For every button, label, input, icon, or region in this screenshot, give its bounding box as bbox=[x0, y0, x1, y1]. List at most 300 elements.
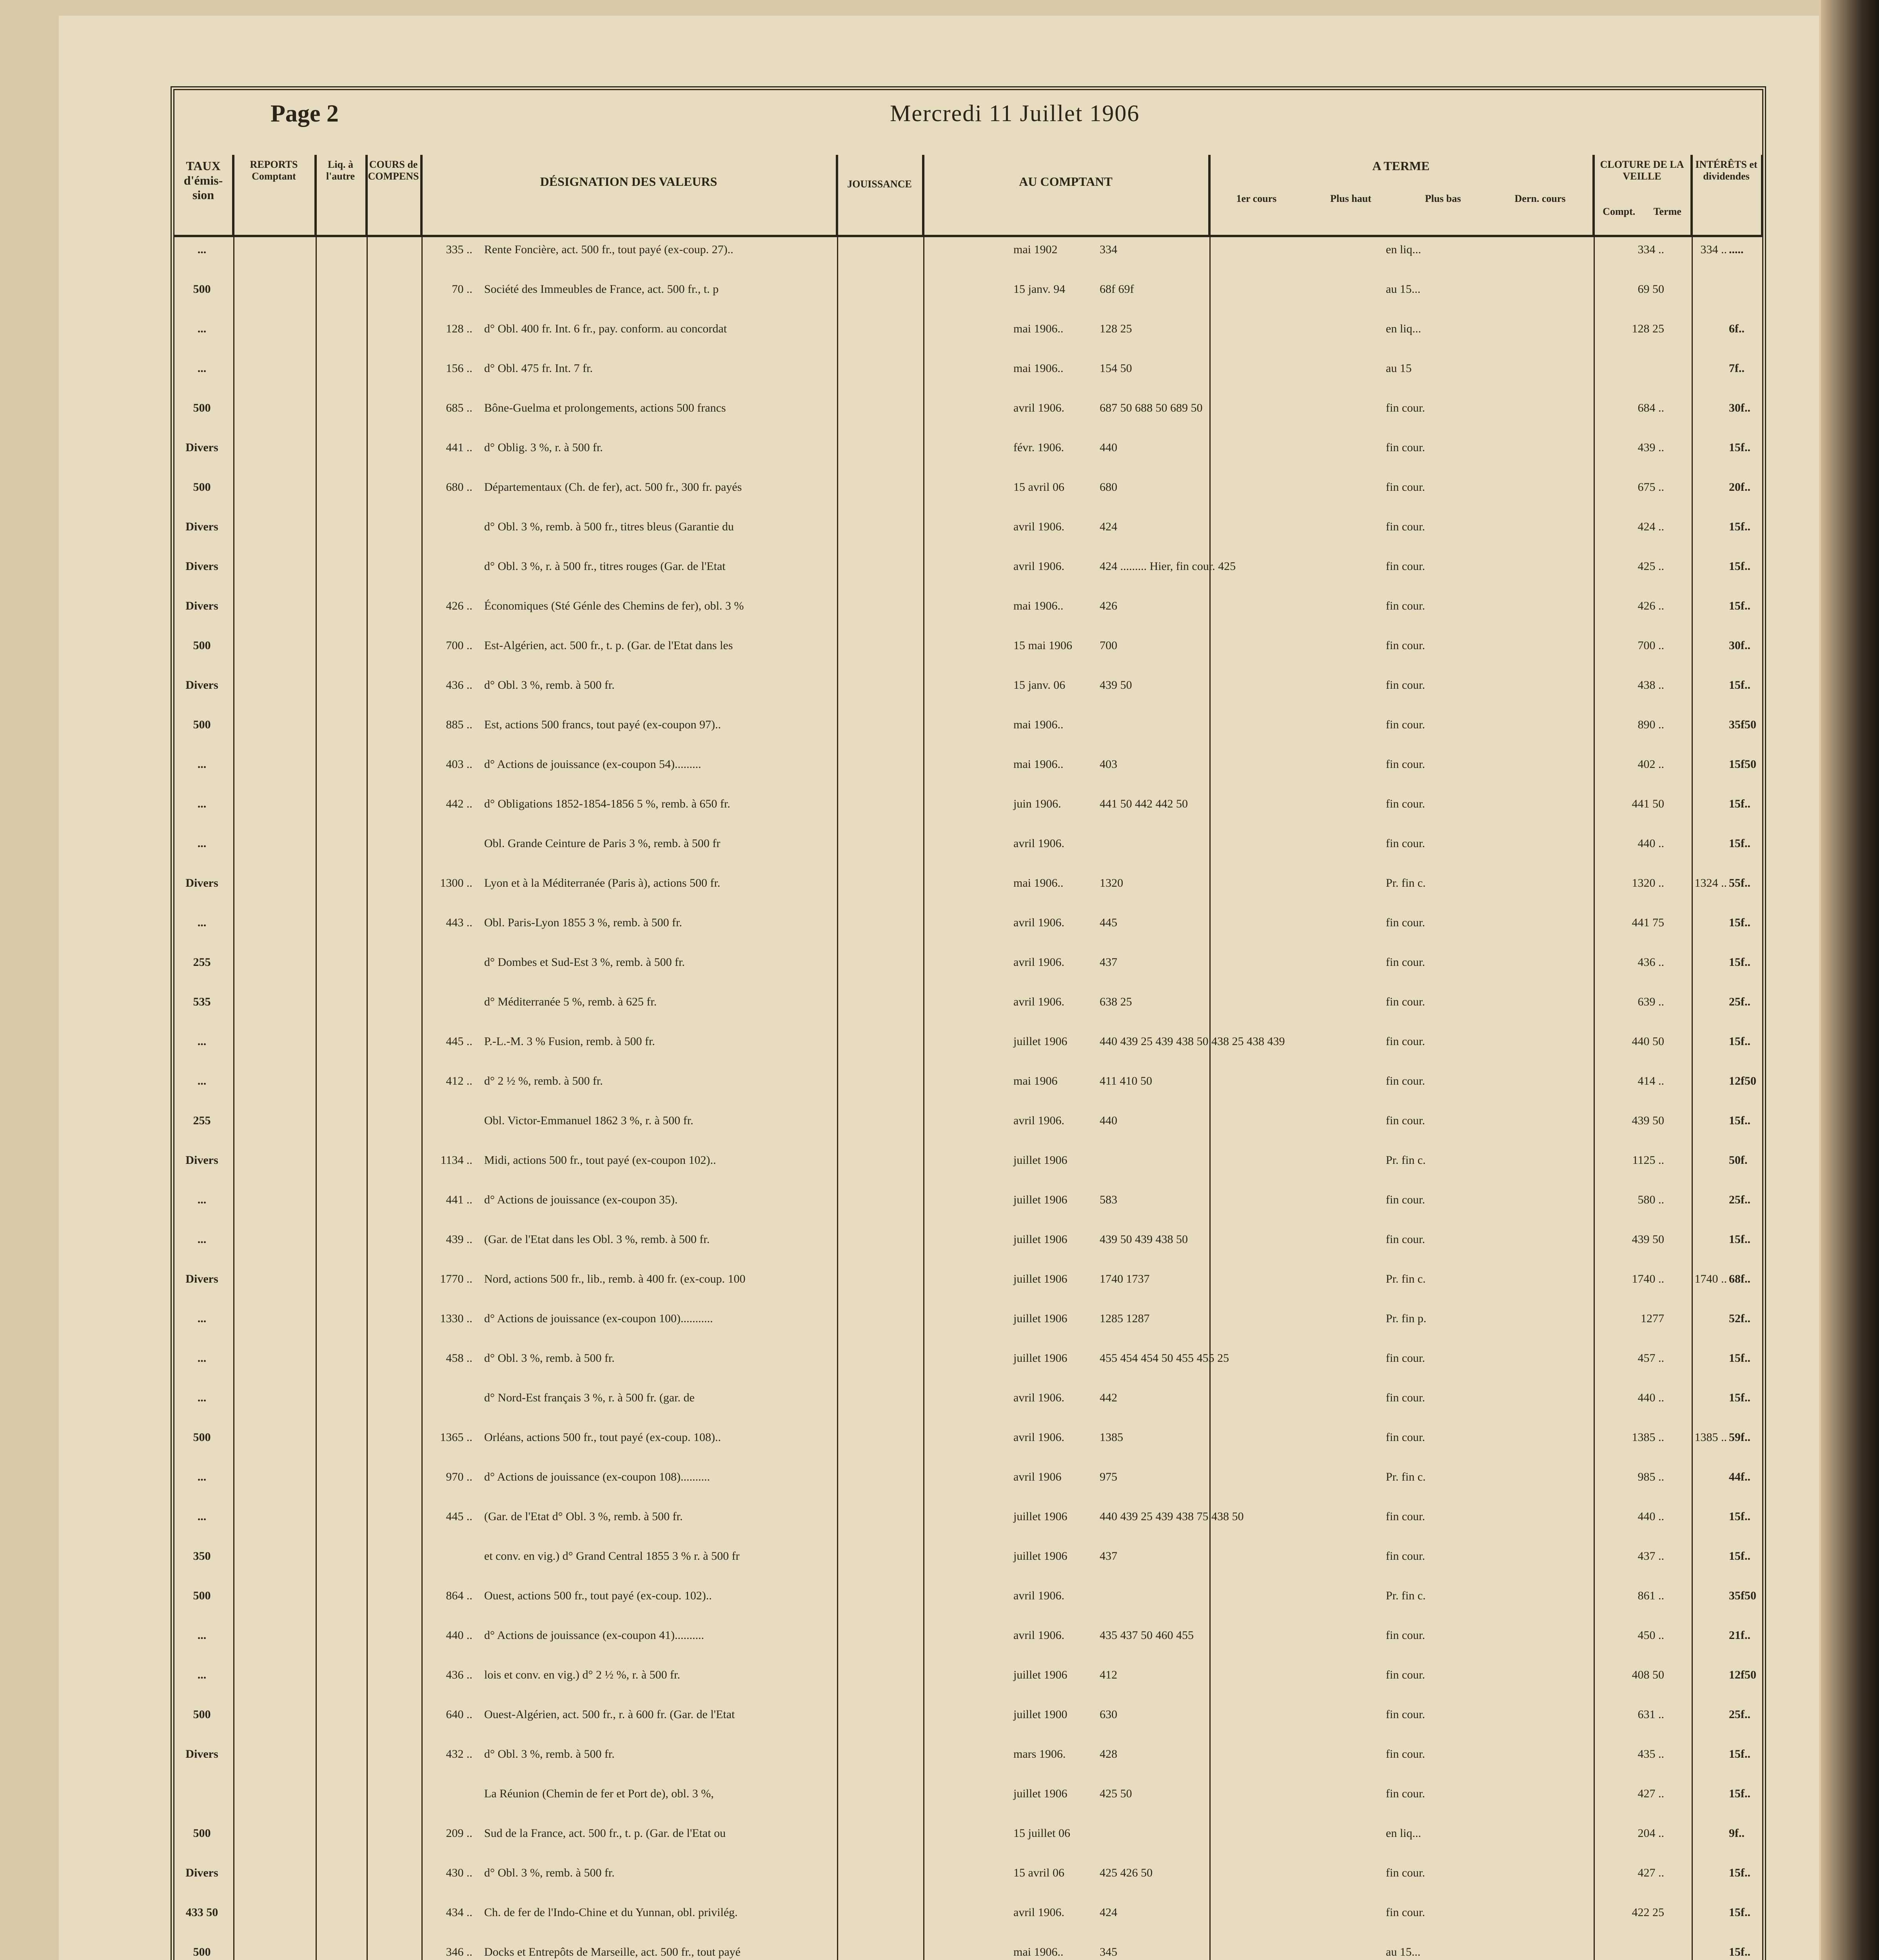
cash-price-cell: 1320 bbox=[1100, 877, 1123, 889]
close-cash-cell: 69 50 bbox=[1638, 283, 1664, 296]
security-name-cell: Docks et Entrepôts de Marseille, act. 500 fr., tout payé bbox=[484, 1945, 741, 1958]
dividend-cell: 15f.. bbox=[1729, 1550, 1750, 1563]
security-name-cell: Obl. Victor-Emmanuel 1862 3 %, r. à 500 fr. bbox=[484, 1114, 694, 1127]
compensation-cell: 156 .. bbox=[446, 362, 472, 375]
cash-price-cell: 440 439 25 439 438 50 438 25 438 439 bbox=[1100, 1035, 1285, 1048]
close-cash-cell: 684 .. bbox=[1638, 401, 1664, 414]
rate-cell: ... bbox=[197, 1312, 207, 1325]
close-cash-cell: 441 50 bbox=[1632, 797, 1664, 810]
compensation-cell: 700 .. bbox=[446, 639, 472, 652]
term-cell: fin cour. bbox=[1386, 481, 1425, 494]
close-term-cell: 1324 .. bbox=[1694, 877, 1727, 889]
dividend-cell: 44f.. bbox=[1729, 1470, 1750, 1483]
rate-cell: ... bbox=[197, 1668, 207, 1681]
cash-price-cell: 1285 1287 bbox=[1100, 1312, 1150, 1325]
compensation-cell: 1770 .. bbox=[440, 1272, 472, 1285]
col-liq: Liq. à l'autre bbox=[316, 155, 367, 237]
dividend-cell: 15f.. bbox=[1729, 1114, 1750, 1127]
rate-cell: Divers bbox=[185, 441, 218, 454]
close-cash-cell: 438 .. bbox=[1638, 679, 1664, 691]
rate-cell: Divers bbox=[185, 1154, 218, 1167]
close-cash-cell: 457 .. bbox=[1638, 1352, 1664, 1365]
jouissance-cell: avril 1906. bbox=[1013, 995, 1064, 1008]
dividend-cell: 6f.. bbox=[1729, 322, 1745, 335]
security-name-cell: d° Méditerranée 5 %, remb. à 625 fr. bbox=[484, 995, 657, 1008]
security-name-cell: d° Obl. 3 %, remb. à 500 fr. bbox=[484, 1866, 615, 1879]
security-name-cell: Rente Foncière, act. 500 fr., tout payé (ex-coup. 27).. bbox=[484, 243, 733, 256]
dividend-cell: 15f.. bbox=[1729, 1945, 1750, 1958]
close-cash-cell: 450 .. bbox=[1638, 1629, 1664, 1642]
jouissance-cell: mai 1906.. bbox=[1013, 1945, 1064, 1958]
jouissance-cell: 15 mai 1906 bbox=[1013, 639, 1072, 652]
dividend-cell: 15f.. bbox=[1729, 520, 1750, 533]
jouissance-cell: juillet 1906 bbox=[1013, 1035, 1067, 1048]
security-name-cell: Départementaux (Ch. de fer), act. 500 fr., 300 fr. payés bbox=[484, 481, 742, 494]
term-cell: au 15... bbox=[1386, 1945, 1421, 1958]
col-cloture-label: CLOTURE DE LA VEILLE bbox=[1600, 159, 1684, 182]
compensation-cell: 335 .. bbox=[446, 243, 472, 256]
security-name-cell: et conv. en vig.) d° Grand Central 1855 3 % r. à 500 fr bbox=[484, 1550, 740, 1563]
close-cash-cell: 402 .. bbox=[1638, 758, 1664, 771]
term-cell: fin cour. bbox=[1386, 995, 1425, 1008]
close-cash-cell: 1125 .. bbox=[1632, 1154, 1664, 1167]
rate-cell: ... bbox=[197, 758, 207, 771]
rate-cell: ... bbox=[197, 362, 207, 375]
security-name-cell: d° Dombes et Sud-Est 3 %, remb. à 500 fr. bbox=[484, 956, 685, 969]
cash-price-cell: 425 50 bbox=[1100, 1787, 1132, 1800]
dividend-cell: 15f.. bbox=[1729, 1510, 1750, 1523]
rate-cell: ... bbox=[197, 1352, 207, 1365]
jouissance-cell: mai 1906 bbox=[1013, 1074, 1058, 1087]
compensation-cell: 434 .. bbox=[446, 1906, 472, 1919]
jouissance-cell: juillet 1906 bbox=[1013, 1233, 1067, 1246]
term-cell: fin cour. bbox=[1386, 797, 1425, 810]
dividend-cell: 15f.. bbox=[1729, 956, 1750, 969]
security-name-cell: d° Actions de jouissance (ex-coupon 41).......... bbox=[484, 1629, 704, 1642]
page-binding-shadow bbox=[1821, 0, 1879, 1960]
rule bbox=[923, 155, 924, 1960]
cash-price-cell: 439 50 439 438 50 bbox=[1100, 1233, 1188, 1246]
dividend-cell: 15f.. bbox=[1729, 560, 1750, 573]
rate-cell: ... bbox=[197, 243, 207, 256]
dividend-cell: 59f.. bbox=[1729, 1431, 1750, 1444]
jouissance-cell: juillet 1906 bbox=[1013, 1550, 1067, 1563]
security-name-cell: lois et conv. en vig.) d° 2 ½ %, r. à 500 fr. bbox=[484, 1668, 680, 1681]
col-plus-bas: Plus bas bbox=[1425, 193, 1461, 204]
close-cash-cell: 440 .. bbox=[1638, 1510, 1664, 1523]
rate-cell: ... bbox=[197, 797, 207, 810]
jouissance-cell: juin 1906. bbox=[1013, 797, 1061, 810]
dividend-cell: 15f.. bbox=[1729, 1866, 1750, 1879]
col-cloture bbox=[1594, 155, 1692, 237]
compensation-cell: 209 .. bbox=[446, 1827, 472, 1840]
term-cell: Pr. fin p. bbox=[1386, 1312, 1427, 1325]
rate-cell: 500 bbox=[193, 481, 211, 494]
close-cash-cell: 408 50 bbox=[1632, 1668, 1664, 1681]
term-cell: fin cour. bbox=[1386, 1035, 1425, 1048]
close-cash-cell: 427 .. bbox=[1638, 1787, 1664, 1800]
jouissance-cell: mai 1906.. bbox=[1013, 877, 1064, 889]
close-cash-cell: 890 .. bbox=[1638, 718, 1664, 731]
cash-price-cell: 630 bbox=[1100, 1708, 1117, 1721]
term-cell: au 15... bbox=[1386, 283, 1421, 296]
compensation-cell: 1134 .. bbox=[440, 1154, 472, 1167]
compensation-cell: 458 .. bbox=[446, 1352, 472, 1365]
cash-price-cell: 424 ......... Hier, fin cour. 425 bbox=[1100, 560, 1236, 573]
cash-price-cell: 403 bbox=[1100, 758, 1117, 771]
term-cell: fin cour. bbox=[1386, 1787, 1425, 1800]
term-cell: fin cour. bbox=[1386, 1906, 1425, 1919]
security-name-cell: d° Obl. 400 fr. Int. 6 fr., pay. conform. au concordat bbox=[484, 322, 727, 335]
close-cash-cell: 439 50 bbox=[1632, 1114, 1664, 1127]
dividend-cell: 35f50 bbox=[1729, 718, 1756, 731]
col-dernier-cours: Dern. cours bbox=[1514, 193, 1566, 204]
dividend-cell: 15f.. bbox=[1729, 1391, 1750, 1404]
rate-cell: Divers bbox=[185, 520, 218, 533]
compensation-cell: 885 .. bbox=[446, 718, 472, 731]
security-name-cell: Obl. Grande Ceinture de Paris 3 %, remb. à 500 fr bbox=[484, 837, 721, 850]
close-cash-cell: 580 .. bbox=[1638, 1193, 1664, 1206]
col-taux: TAUX d'émis-sion bbox=[174, 155, 233, 237]
jouissance-cell: juillet 1906 bbox=[1013, 1312, 1067, 1325]
security-name-cell: P.-L.-M. 3 % Fusion, remb. à 500 fr. bbox=[484, 1035, 655, 1048]
jouissance-cell: avril 1906. bbox=[1013, 837, 1064, 850]
term-cell: en liq... bbox=[1386, 243, 1421, 256]
term-cell: fin cour. bbox=[1386, 1391, 1425, 1404]
rate-cell: 433 50 bbox=[185, 1906, 218, 1919]
rate-cell: 500 bbox=[193, 1431, 211, 1444]
cash-price-cell: 154 50 bbox=[1100, 362, 1132, 375]
compensation-cell: 436 .. bbox=[446, 679, 472, 691]
rate-cell: ... bbox=[197, 1035, 207, 1048]
col-plus-haut: Plus haut bbox=[1330, 193, 1371, 204]
compensation-cell: 426 .. bbox=[446, 599, 472, 612]
close-cash-cell: 439 .. bbox=[1638, 441, 1664, 454]
jouissance-cell: avril 1906. bbox=[1013, 916, 1064, 929]
compensation-cell: 441 .. bbox=[446, 1193, 472, 1206]
compensation-cell: 970 .. bbox=[446, 1470, 472, 1483]
compensation-cell: 443 .. bbox=[446, 916, 472, 929]
col-cours: COURS de COMPENS bbox=[367, 155, 421, 237]
rule bbox=[421, 155, 423, 1960]
cash-price-cell: 439 50 bbox=[1100, 679, 1132, 691]
rate-cell: 500 bbox=[193, 718, 211, 731]
rate-cell: Divers bbox=[185, 599, 218, 612]
security-name-cell: (Gar. de l'Etat dans les Obl. 3 %, remb. à 500 fr. bbox=[484, 1233, 710, 1246]
term-cell: en liq... bbox=[1386, 1827, 1421, 1840]
cash-price-cell: 442 bbox=[1100, 1391, 1117, 1404]
security-name-cell: Est, actions 500 francs, tout payé (ex-coupon 97).. bbox=[484, 718, 721, 731]
rate-cell: Divers bbox=[185, 679, 218, 691]
close-cash-cell: 441 75 bbox=[1632, 916, 1664, 929]
term-cell: Pr. fin c. bbox=[1386, 1589, 1426, 1602]
cash-price-cell: 435 437 50 460 455 bbox=[1100, 1629, 1194, 1642]
compensation-cell: 1300 .. bbox=[440, 877, 472, 889]
close-cash-cell: 639 .. bbox=[1638, 995, 1664, 1008]
security-name-cell: Lyon et à la Méditerranée (Paris à), actions 500 fr. bbox=[484, 877, 721, 889]
jouissance-cell: 15 avril 06 bbox=[1013, 1866, 1064, 1879]
col-cloture-compt: Compt. bbox=[1603, 206, 1636, 217]
cash-price-cell: 437 bbox=[1100, 956, 1117, 969]
term-cell: fin cour. bbox=[1386, 1629, 1425, 1642]
security-name-cell: Ouest-Algérien, act. 500 fr., r. à 600 fr. (Gar. de l'Etat bbox=[484, 1708, 735, 1721]
cash-price-cell: 583 bbox=[1100, 1193, 1117, 1206]
compensation-cell: 864 .. bbox=[446, 1589, 472, 1602]
col-cloture-sub bbox=[1594, 206, 1690, 218]
dividend-cell: 15f.. bbox=[1729, 797, 1750, 810]
term-cell: fin cour. bbox=[1386, 1233, 1425, 1246]
close-cash-cell: 861 .. bbox=[1638, 1589, 1664, 1602]
rate-cell: 500 bbox=[193, 401, 211, 414]
dividend-cell: 25f.. bbox=[1729, 1708, 1750, 1721]
rate-cell: Divers bbox=[185, 1748, 218, 1760]
rule bbox=[233, 155, 234, 1960]
rule bbox=[1594, 155, 1595, 1960]
cash-price-cell: 428 bbox=[1100, 1748, 1117, 1760]
jouissance-cell: avril 1906. bbox=[1013, 401, 1064, 414]
dividend-cell: 68f.. bbox=[1729, 1272, 1750, 1285]
rate-cell: Divers bbox=[185, 1866, 218, 1879]
col-jouissance: JOUISSANCE bbox=[837, 155, 923, 237]
security-name-cell: d° Obl. 3 %, remb. à 500 fr. bbox=[484, 1352, 615, 1365]
term-cell: au 15 bbox=[1386, 362, 1412, 375]
term-cell: fin cour. bbox=[1386, 401, 1425, 414]
col-a-terme bbox=[1209, 155, 1594, 237]
cash-price-cell: 440 bbox=[1100, 441, 1117, 454]
term-cell: fin cour. bbox=[1386, 639, 1425, 652]
cash-price-cell: 412 bbox=[1100, 1668, 1117, 1681]
dividend-cell: 35f50 bbox=[1729, 1589, 1756, 1602]
close-cash-cell: 631 .. bbox=[1638, 1708, 1664, 1721]
col-reports-label: REPORTS bbox=[250, 159, 298, 170]
term-cell: fin cour. bbox=[1386, 441, 1425, 454]
rate-cell: 500 bbox=[193, 1708, 211, 1721]
close-cash-cell: 425 .. bbox=[1638, 560, 1664, 573]
cash-price-cell: 425 426 50 bbox=[1100, 1866, 1153, 1879]
term-cell: fin cour. bbox=[1386, 1431, 1425, 1444]
security-name-cell: d° Actions de jouissance (ex-coupon 54)......... bbox=[484, 758, 701, 771]
term-cell: Pr. fin c. bbox=[1386, 1154, 1426, 1167]
jouissance-cell: juillet 1906 bbox=[1013, 1193, 1067, 1206]
cash-price-cell: 424 bbox=[1100, 520, 1117, 533]
compensation-cell: 442 .. bbox=[446, 797, 472, 810]
security-name-cell: Société des Immeubles de France, act. 500 fr., t. p bbox=[484, 283, 719, 296]
rate-cell: ... bbox=[197, 916, 207, 929]
dividend-cell: 50f. bbox=[1729, 1154, 1748, 1167]
close-cash-cell: 1277 bbox=[1641, 1312, 1664, 1325]
security-name-cell: d° Obl. 3 %, remb. à 500 fr. bbox=[484, 1748, 615, 1760]
rule bbox=[1209, 155, 1211, 1960]
close-cash-cell: 422 25 bbox=[1632, 1906, 1664, 1919]
security-name-cell: d° Obl. 3 %, remb. à 500 fr. bbox=[484, 679, 615, 691]
close-cash-cell: 440 50 bbox=[1632, 1035, 1664, 1048]
rate-cell: 500 bbox=[193, 1827, 211, 1840]
dividend-cell: 12f50 bbox=[1729, 1074, 1756, 1087]
jouissance-cell: avril 1906. bbox=[1013, 1906, 1064, 1919]
rate-cell: 500 bbox=[193, 1589, 211, 1602]
term-cell: fin cour. bbox=[1386, 1074, 1425, 1087]
jouissance-cell: mai 1906.. bbox=[1013, 718, 1064, 731]
dividend-cell: 15f.. bbox=[1729, 441, 1750, 454]
compensation-cell: 70 .. bbox=[452, 283, 472, 296]
rate-cell: 535 bbox=[193, 995, 211, 1008]
jouissance-cell: 15 avril 06 bbox=[1013, 481, 1064, 494]
rate-cell: Divers bbox=[185, 1272, 218, 1285]
rate-cell: 500 bbox=[193, 1945, 211, 1958]
jouissance-cell: mars 1906. bbox=[1013, 1748, 1066, 1760]
dividend-cell: 15f.. bbox=[1729, 1233, 1750, 1246]
rate-cell: 255 bbox=[193, 1114, 211, 1127]
cash-price-cell: 638 25 bbox=[1100, 995, 1132, 1008]
security-name-cell: d° Actions de jouissance (ex-coupon 35). bbox=[484, 1193, 678, 1206]
cash-price-cell: 345 bbox=[1100, 1945, 1117, 1958]
dividend-cell: 15f.. bbox=[1729, 916, 1750, 929]
jouissance-cell: 15 juillet 06 bbox=[1013, 1827, 1070, 1840]
cash-price-cell: 687 50 688 50 689 50 bbox=[1100, 401, 1203, 414]
dividend-cell: 15f.. bbox=[1729, 679, 1750, 691]
security-name-cell: Bône-Guelma et prolongements, actions 500 francs bbox=[484, 401, 726, 414]
close-cash-cell: 437 .. bbox=[1638, 1550, 1664, 1563]
jouissance-cell: 15 janv. 94 bbox=[1013, 283, 1066, 296]
compensation-cell: 430 .. bbox=[446, 1866, 472, 1879]
security-name-cell: Orléans, actions 500 fr., tout payé (ex-coup. 108).. bbox=[484, 1431, 721, 1444]
cash-price-cell: 440 439 25 439 438 75 438 50 bbox=[1100, 1510, 1244, 1523]
rule bbox=[1692, 155, 1693, 1960]
jouissance-cell: juillet 1906 bbox=[1013, 1272, 1067, 1285]
cash-price-cell: 437 bbox=[1100, 1550, 1117, 1563]
rate-cell: ... bbox=[197, 1074, 207, 1087]
term-cell: fin cour. bbox=[1386, 560, 1425, 573]
security-name-cell: d° Obl. 3 %, remb. à 500 fr., titres bleus (Garantie du bbox=[484, 520, 734, 533]
compensation-cell: 128 .. bbox=[446, 322, 472, 335]
security-name-cell: d° 2 ½ %, remb. à 500 fr. bbox=[484, 1074, 603, 1087]
dividend-cell: 52f.. bbox=[1729, 1312, 1750, 1325]
security-name-cell: Nord, actions 500 fr., lib., remb. à 400 fr. (ex-coup. 100 bbox=[484, 1272, 746, 1285]
term-cell: fin cour. bbox=[1386, 599, 1425, 612]
term-cell: fin cour. bbox=[1386, 1550, 1425, 1563]
jouissance-cell: mai 1906.. bbox=[1013, 599, 1064, 612]
jouissance-cell: juillet 1906 bbox=[1013, 1787, 1067, 1800]
close-cash-cell: 414 .. bbox=[1638, 1074, 1664, 1087]
rule bbox=[837, 155, 838, 1960]
dividend-cell: 15f.. bbox=[1729, 837, 1750, 850]
term-cell: fin cour. bbox=[1386, 1352, 1425, 1365]
col-interets: INTÉRÊTS et dividendes bbox=[1692, 155, 1762, 237]
security-name-cell: Est-Algérien, act. 500 fr., t. p. (Gar. de l'Etat dans les bbox=[484, 639, 733, 652]
dividend-cell: 15f.. bbox=[1729, 1035, 1750, 1048]
dividend-cell: 15f.. bbox=[1729, 1906, 1750, 1919]
term-cell: fin cour. bbox=[1386, 837, 1425, 850]
jouissance-cell: avril 1906 bbox=[1013, 1470, 1062, 1483]
dividend-cell: 30f.. bbox=[1729, 401, 1750, 414]
jouissance-cell: avril 1906. bbox=[1013, 1431, 1064, 1444]
security-name-cell: d° Obligations 1852-1854-1856 5 %, remb. à 650 fr. bbox=[484, 797, 730, 810]
security-name-cell: Économiques (Sté Génle des Chemins de fer), obl. 3 % bbox=[484, 599, 744, 612]
close-cash-cell: 204 .. bbox=[1638, 1827, 1664, 1840]
security-name-cell: Obl. Paris-Lyon 1855 3 %, remb. à 500 fr. bbox=[484, 916, 682, 929]
close-cash-cell: 436 .. bbox=[1638, 956, 1664, 969]
cash-price-cell: 426 bbox=[1100, 599, 1117, 612]
security-name-cell: Sud de la France, act. 500 fr., t. p. (Gar. de l'Etat ou bbox=[484, 1827, 726, 1840]
close-cash-cell: 334 .. bbox=[1638, 243, 1664, 256]
dividend-cell: 15f.. bbox=[1729, 599, 1750, 612]
jouissance-cell: juillet 1906 bbox=[1013, 1668, 1067, 1681]
rate-cell: 255 bbox=[193, 956, 211, 969]
security-name-cell: d° Oblig. 3 %, r. à 500 fr. bbox=[484, 441, 603, 454]
close-cash-cell: 440 .. bbox=[1638, 837, 1664, 850]
term-cell: fin cour. bbox=[1386, 718, 1425, 731]
compensation-cell: 1330 .. bbox=[440, 1312, 472, 1325]
dividend-cell: 30f.. bbox=[1729, 639, 1750, 652]
term-cell: fin cour. bbox=[1386, 1193, 1425, 1206]
dividend-cell: 21f.. bbox=[1729, 1629, 1750, 1642]
security-name-cell: Midi, actions 500 fr., tout payé (ex-coupon 102).. bbox=[484, 1154, 716, 1167]
close-cash-cell: 1320 .. bbox=[1632, 877, 1664, 889]
term-cell: Pr. fin c. bbox=[1386, 1272, 1426, 1285]
rate-cell: ... bbox=[197, 1510, 207, 1523]
security-name-cell: d° Nord-Est français 3 %, r. à 500 fr. (gar. de bbox=[484, 1391, 695, 1404]
close-term-cell: 1740 .. bbox=[1694, 1272, 1727, 1285]
security-name-cell: d° Actions de jouissance (ex-coupon 108).......... bbox=[484, 1470, 710, 1483]
col-cloture-terme: Terme bbox=[1653, 206, 1681, 217]
cash-price-cell: 455 454 454 50 455 455 25 bbox=[1100, 1352, 1229, 1365]
dividend-cell: 15f.. bbox=[1729, 1352, 1750, 1365]
term-cell: fin cour. bbox=[1386, 1748, 1425, 1760]
rate-cell: ... bbox=[197, 1233, 207, 1246]
term-cell: fin cour. bbox=[1386, 1114, 1425, 1127]
col-a-terme-sub bbox=[1209, 193, 1592, 205]
rate-cell: Divers bbox=[185, 877, 218, 889]
rate-cell: 350 bbox=[193, 1550, 211, 1563]
cash-price-cell: 411 410 50 bbox=[1100, 1074, 1152, 1087]
rate-cell: 500 bbox=[193, 283, 211, 296]
dividend-cell: 20f.. bbox=[1729, 481, 1750, 494]
term-cell: Pr. fin c. bbox=[1386, 1470, 1426, 1483]
cash-price-cell: 975 bbox=[1100, 1470, 1117, 1483]
jouissance-cell: avril 1906. bbox=[1013, 520, 1064, 533]
jouissance-cell: mai 1906.. bbox=[1013, 322, 1064, 335]
jouissance-cell: avril 1906. bbox=[1013, 956, 1064, 969]
cash-price-cell: 1740 1737 bbox=[1100, 1272, 1150, 1285]
rate-cell: ... bbox=[197, 837, 207, 850]
dividend-cell: 9f.. bbox=[1729, 1827, 1745, 1840]
close-cash-cell: 427 .. bbox=[1638, 1866, 1664, 1879]
term-cell: fin cour. bbox=[1386, 1708, 1425, 1721]
compensation-cell: 346 .. bbox=[446, 1945, 472, 1958]
cash-price-cell: 440 bbox=[1100, 1114, 1117, 1127]
jouissance-cell: févr. 1906. bbox=[1013, 441, 1064, 454]
page-date: Mercredi 11 Juillet 1906 bbox=[890, 100, 1140, 126]
compensation-cell: 680 .. bbox=[446, 481, 472, 494]
term-cell: fin cour. bbox=[1386, 916, 1425, 929]
jouissance-cell: mai 1906.. bbox=[1013, 362, 1064, 375]
term-cell: fin cour. bbox=[1386, 679, 1425, 691]
cash-price-cell: 128 25 bbox=[1100, 322, 1132, 335]
col-a-terme-label: A TERME bbox=[1372, 159, 1430, 173]
jouissance-cell: avril 1906. bbox=[1013, 1629, 1064, 1642]
close-cash-cell: 435 .. bbox=[1638, 1748, 1664, 1760]
dividend-cell: 15f.. bbox=[1729, 1748, 1750, 1760]
dividend-cell: 15f.. bbox=[1729, 1787, 1750, 1800]
dividend-cell: 7f.. bbox=[1729, 362, 1745, 375]
term-cell: fin cour. bbox=[1386, 1668, 1425, 1681]
rule bbox=[316, 155, 317, 1960]
compensation-cell: 445 .. bbox=[446, 1035, 472, 1048]
jouissance-cell: juillet 1906 bbox=[1013, 1352, 1067, 1365]
rate-cell: Divers bbox=[185, 560, 218, 573]
compensation-cell: 440 .. bbox=[446, 1629, 472, 1642]
compensation-cell: 640 .. bbox=[446, 1708, 472, 1721]
